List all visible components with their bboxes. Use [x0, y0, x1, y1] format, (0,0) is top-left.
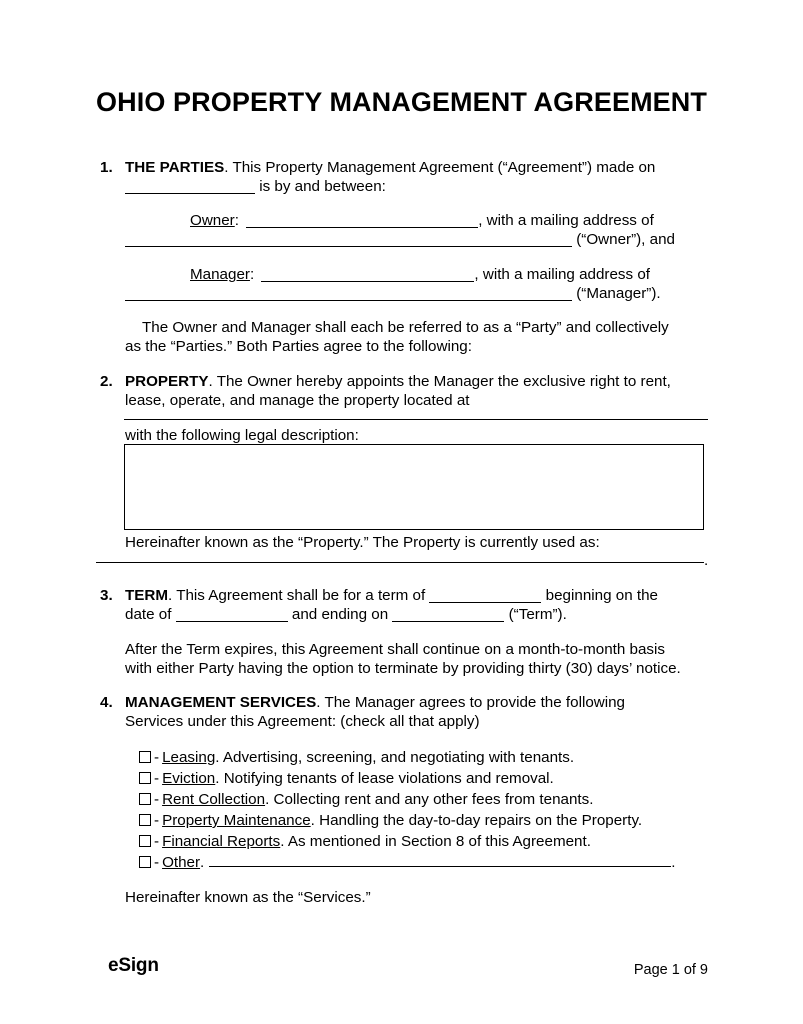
section-1-intro — [125, 158, 725, 178]
dash-separator: - — [154, 749, 160, 766]
section-3-line-2a: date of — [125, 606, 176, 623]
owner-line-2 — [125, 230, 675, 250]
section-3-number: 3. — [100, 587, 113, 604]
section-2-heading: PROPERTY — [125, 373, 209, 390]
manager-line-1 — [190, 265, 650, 285]
service-name-other: Other — [162, 854, 201, 871]
section-2-number: 2. — [100, 373, 113, 390]
legal-description-textarea[interactable] — [124, 444, 704, 530]
manager-address-blank[interactable] — [125, 288, 572, 301]
service-name-property-maintenance: Property Maintenance — [162, 812, 311, 829]
section-1-number: 1. — [100, 159, 113, 176]
term-length-blank[interactable] — [429, 590, 541, 603]
service-desc-eviction: . Notifying tenants of lease violations and removal. — [215, 770, 554, 787]
esign-logo: eSign — [108, 955, 159, 976]
section-1-date-suffix: is by and between: — [255, 178, 386, 195]
checkbox-property-maintenance[interactable] — [139, 814, 151, 826]
checkbox-leasing[interactable] — [139, 751, 151, 763]
section-3-line-2c: (“Term”). — [504, 606, 567, 623]
section-4-intro-text: . The Manager agrees to provide the following — [316, 694, 625, 711]
section-3-line-2 — [125, 605, 567, 625]
agreement-date-blank[interactable] — [125, 181, 255, 194]
section-4-intro — [125, 693, 625, 713]
owner-line-1 — [190, 211, 654, 231]
manager-line-1-suffix: , with a mailing address of — [474, 266, 651, 283]
manager-line-2-suffix: (“Manager”). — [572, 285, 661, 302]
service-name-financial-reports: Financial Reports — [162, 833, 281, 850]
dash-separator: - — [154, 812, 160, 829]
section-3-line-2b: and ending on — [287, 606, 393, 623]
section-1-date-line — [125, 177, 386, 197]
owner-colon: : — [234, 212, 239, 229]
property-hereinafter: Hereinafter known as the “Property.” The Property is currently used as: — [125, 534, 600, 551]
property-use-period: . — [704, 552, 709, 569]
section-2-intro-text: . The Owner hereby appoints the Manager the exclusive right to rent, — [208, 373, 671, 390]
service-desc-property-maintenance: . Handling the day-to-day repairs on the Property. — [310, 812, 643, 829]
section-3-line-1a: . This Agreement shall be for a term of — [168, 587, 430, 604]
page-number: Page 1 of 9 — [633, 962, 708, 978]
owner-line-2-suffix: (“Owner”), and — [572, 231, 675, 248]
checkbox-rent-collection[interactable] — [139, 793, 151, 805]
page-title: OHIO PROPERTY MANAGEMENT AGREEMENT — [96, 87, 707, 117]
section-2-line-2: lease, operate, and manage the property located at — [125, 392, 470, 409]
owner-address-blank[interactable] — [125, 234, 572, 247]
service-name-rent-collection: Rent Collection — [162, 791, 266, 808]
service-desc-leasing: . Advertising, screening, and negotiating with tenants. — [215, 749, 575, 766]
term-start-date-blank[interactable] — [176, 609, 288, 622]
other-service-blank[interactable] — [209, 854, 671, 867]
property-use-blank[interactable] — [96, 562, 704, 563]
service-row-property-maintenance[interactable] — [139, 811, 642, 831]
service-desc-other: . — [200, 854, 205, 871]
service-row-rent-collection[interactable] — [139, 790, 593, 810]
service-name-leasing: Leasing — [162, 749, 216, 766]
service-row-leasing[interactable] — [139, 748, 574, 768]
parties-closing-line-2: as the “Parties.” Both Parties agree to the following: — [125, 338, 472, 355]
section-1-intro-text: . This Property Management Agreement (“Agreement”) made on — [224, 159, 656, 176]
service-row-eviction[interactable] — [139, 769, 554, 789]
service-row-financial-reports[interactable] — [139, 832, 591, 852]
owner-line-1-suffix: , with a mailing address of — [478, 212, 654, 229]
section-3-line-1b: beginning on the — [541, 587, 658, 604]
term-end-date-blank[interactable] — [392, 609, 504, 622]
section-3-line-1 — [125, 586, 658, 606]
service-name-eviction: Eviction — [162, 770, 216, 787]
service-row-other[interactable] — [139, 853, 676, 873]
services-hereinafter: Hereinafter known as the “Services.” — [125, 889, 371, 906]
checkbox-eviction[interactable] — [139, 772, 151, 784]
checkbox-other[interactable] — [139, 856, 151, 868]
section-2-intro — [125, 372, 671, 392]
checkbox-financial-reports[interactable] — [139, 835, 151, 847]
service-desc-financial-reports: . As mentioned in Section 8 of this Agreement. — [280, 833, 591, 850]
manager-line-2 — [125, 284, 661, 304]
manager-label: Manager — [190, 266, 250, 283]
section-3-para2-line-1: After the Term expires, this Agreement shall continue on a month-to-month basis — [125, 641, 665, 658]
section-3-para2-line-2: with either Party having the option to terminate by providing thirty (30) days’ notice. — [125, 660, 681, 677]
owner-label: Owner — [190, 212, 235, 229]
section-4-number: 4. — [100, 694, 113, 711]
dash-separator: - — [154, 854, 160, 871]
dash-separator: - — [154, 791, 160, 808]
section-1-heading: THE PARTIES — [125, 159, 225, 176]
legal-description-label: with the following legal description: — [125, 427, 359, 444]
owner-name-blank[interactable] — [246, 215, 478, 228]
dash-separator: - — [154, 833, 160, 850]
manager-name-blank[interactable] — [261, 269, 474, 282]
parties-closing-line-1: The Owner and Manager shall each be referred to as a “Party” and collectively — [142, 319, 669, 336]
other-service-period: . — [671, 854, 676, 871]
manager-colon: : — [249, 266, 255, 283]
section-3-heading: TERM — [125, 587, 169, 604]
section-4-line-2: Services under this Agreement: (check all that apply) — [125, 713, 480, 730]
property-address-blank[interactable] — [124, 419, 708, 420]
dash-separator: - — [154, 770, 160, 787]
service-desc-rent-collection: . Collecting rent and any other fees from tenants. — [265, 791, 594, 808]
section-4-heading: MANAGEMENT SERVICES — [125, 694, 317, 711]
